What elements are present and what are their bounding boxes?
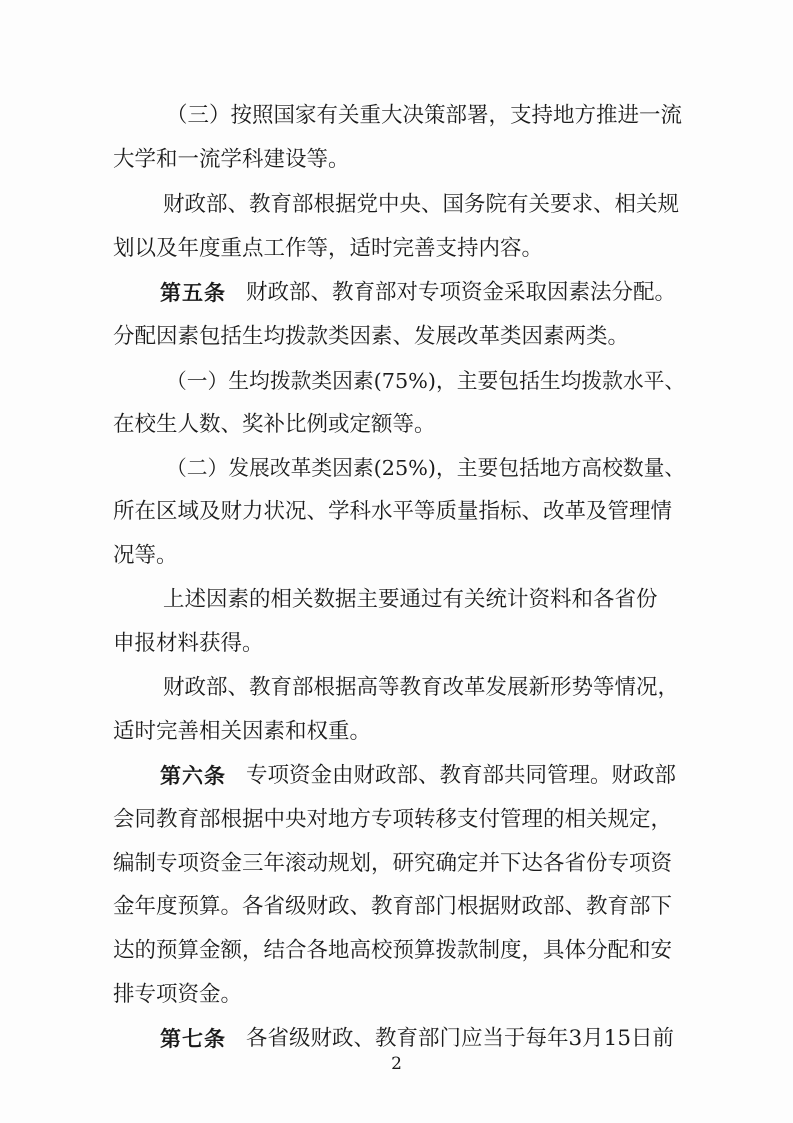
line-text: 况等。 bbox=[113, 543, 178, 568]
paragraph-line bbox=[0, 317, 793, 357]
paragraph-line bbox=[0, 229, 793, 269]
paragraph-line bbox=[0, 844, 793, 884]
paragraph-line bbox=[0, 712, 793, 752]
paragraph-line bbox=[0, 624, 793, 664]
line-text: 财政部、教育部对专项资金采取因素法分配。 bbox=[246, 280, 677, 305]
line-text: （三）按照国家有关重大决策部署，支持地方推进一流 bbox=[166, 103, 683, 128]
line-text: 专项资金由财政部、教育部共同管理。财政部 bbox=[246, 763, 677, 788]
line-text: 财政部、教育部根据党中央、国务院有关要求、相关规 bbox=[163, 192, 680, 217]
line-text: 大学和一流学科建设等。 bbox=[113, 147, 350, 172]
line-text: 财政部、教育部根据高等教育改革发展新形势等情况， bbox=[163, 675, 680, 700]
paragraph-line bbox=[0, 668, 793, 708]
line-text: 划以及年度重点工作等，适时完善支持内容。 bbox=[113, 236, 544, 261]
line-text: （二）发展改革类因素(25%)，主要包括地方高校数量、 bbox=[166, 456, 686, 480]
paragraph-line bbox=[0, 185, 793, 225]
line-text: 会同教育部根据中央对地方专项转移支付管理的相关规定， bbox=[113, 807, 673, 832]
paragraph-line bbox=[0, 580, 793, 620]
line-text: 上述因素的相关数据主要通过有关统计资料和各省份 bbox=[163, 587, 658, 612]
article-heading: 第七条 bbox=[160, 1027, 226, 1051]
article-five-line bbox=[0, 273, 793, 313]
line-text: 金年度预算。各省级财政、教育部门根据财政部、教育部下 bbox=[113, 894, 673, 919]
line-text: 各省级财政、教育部门应当于每年3月15日前 bbox=[246, 1026, 675, 1051]
page-number: 2 bbox=[391, 1054, 402, 1074]
line-text: 在校生人数、奖补比例或定额等。 bbox=[113, 412, 436, 437]
paragraph-line bbox=[0, 96, 793, 136]
paragraph-line bbox=[0, 448, 793, 488]
paragraph-line bbox=[0, 800, 793, 840]
line-text: 达的预算金额，结合各地高校预算拨款制度，具体分配和安 bbox=[113, 938, 673, 963]
article-heading: 第五条 bbox=[160, 281, 226, 305]
line-text: 编制专项资金三年滚动规划，研究确定并下达各省份专项资 bbox=[113, 851, 673, 876]
paragraph-line bbox=[0, 536, 793, 576]
article-six-line bbox=[0, 756, 793, 796]
line-text: 适时完善相关因素和权重。 bbox=[113, 719, 372, 744]
line-text: 排专项资金。 bbox=[113, 982, 243, 1007]
line-text: 申报材料获得。 bbox=[113, 631, 264, 656]
paragraph-line bbox=[0, 492, 793, 532]
paragraph-line bbox=[0, 405, 793, 445]
line-text: 所在区域及财力状况、学科水平等质量指标、改革及管理情 bbox=[113, 499, 673, 524]
paragraph-line bbox=[0, 975, 793, 1015]
article-heading: 第六条 bbox=[160, 764, 226, 788]
paragraph-line bbox=[0, 361, 793, 401]
paragraph-line bbox=[0, 887, 793, 927]
line-text: 分配因素包括生均拨款类因素、发展改革类因素两类。 bbox=[113, 324, 630, 349]
line-text: （一）生均拨款类因素(75%)，主要包括生均拨款水平、 bbox=[166, 369, 686, 393]
paragraph-line bbox=[0, 931, 793, 971]
paragraph-line bbox=[0, 140, 793, 180]
